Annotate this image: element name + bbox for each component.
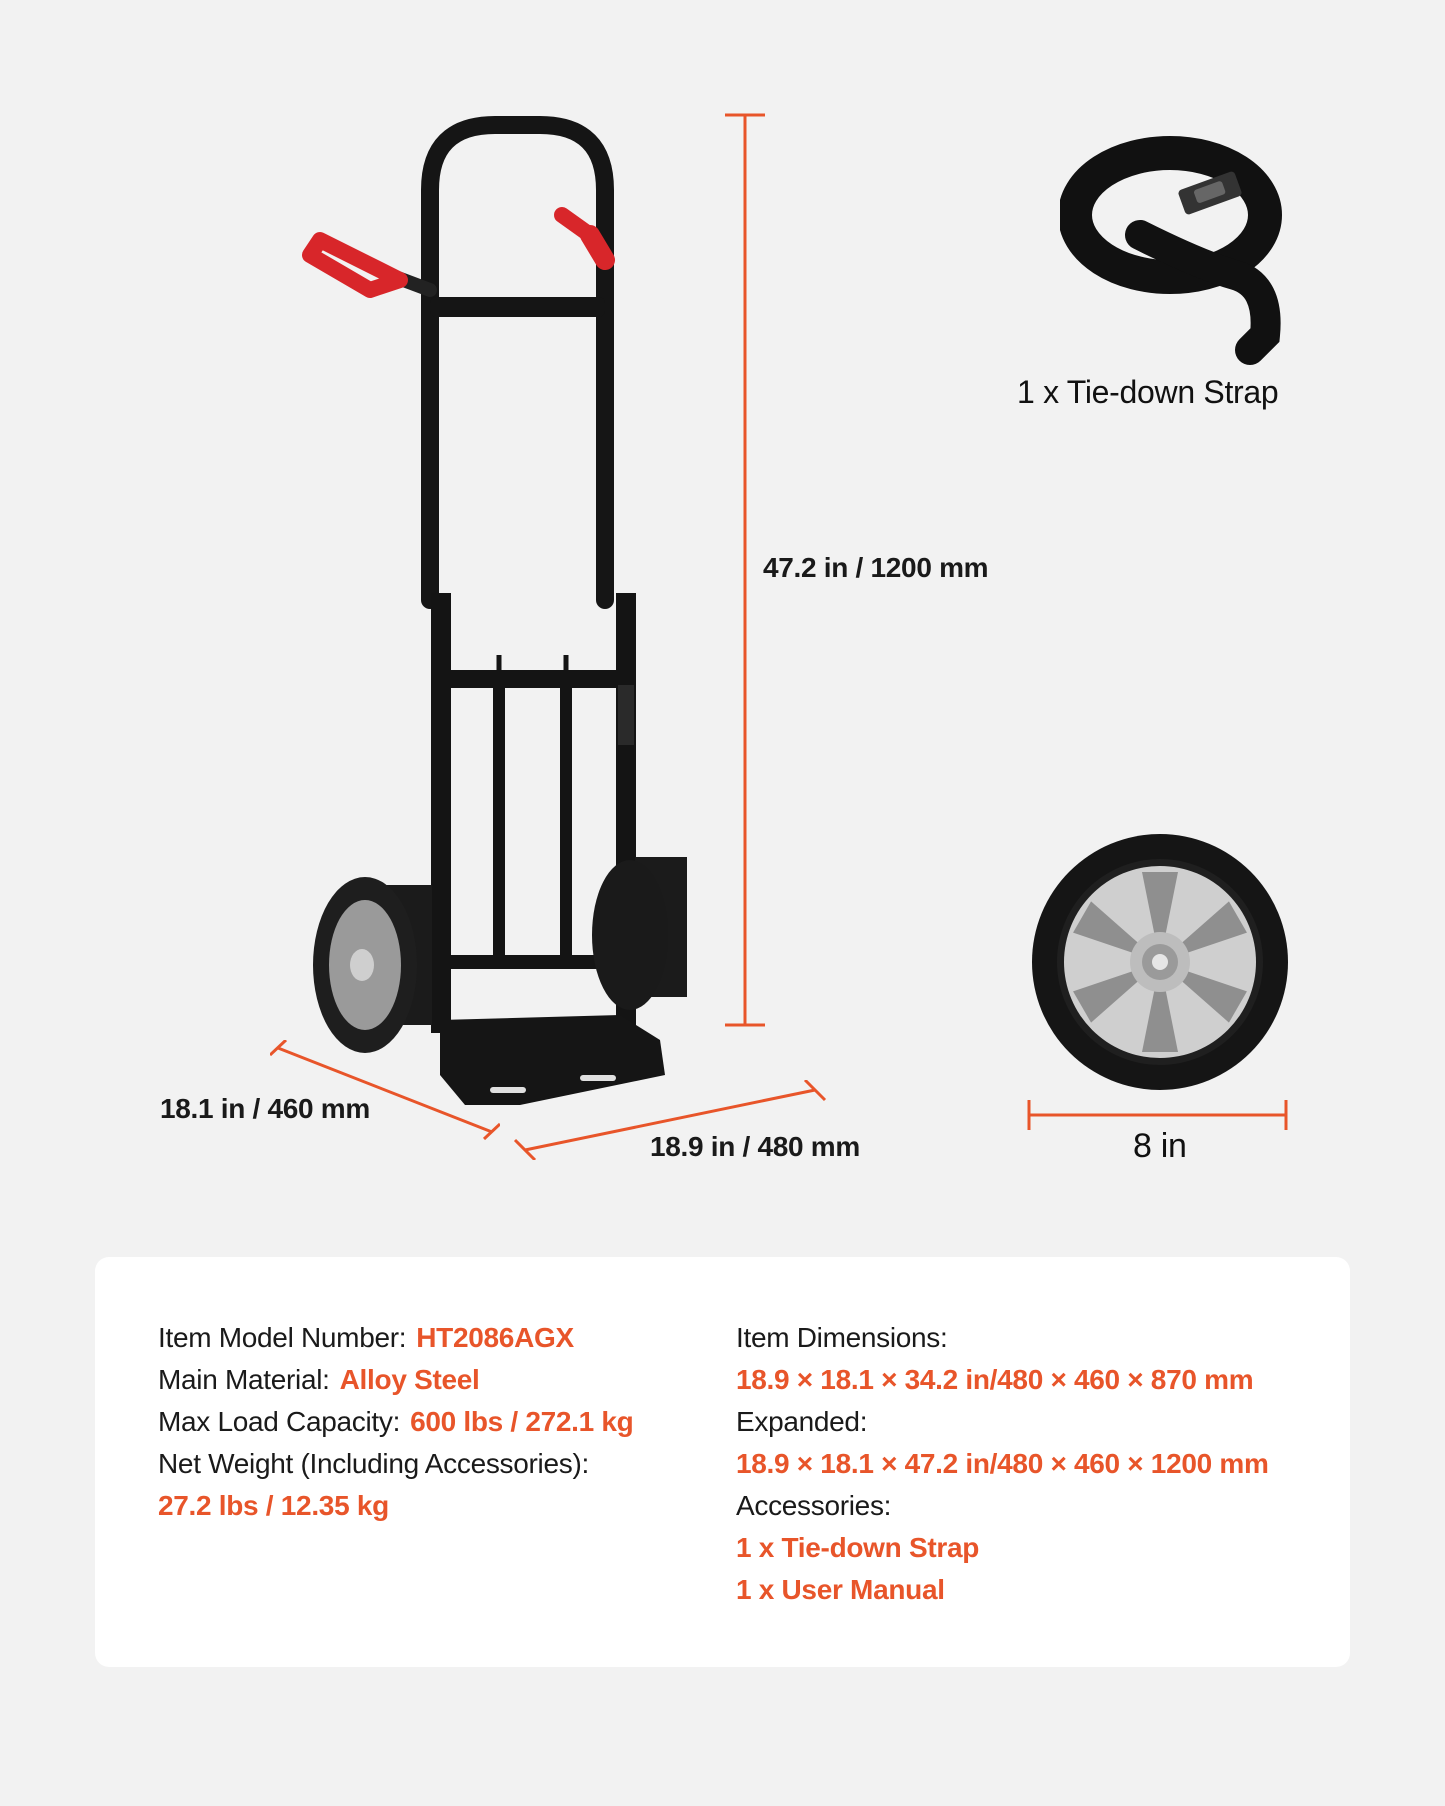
strap-caption: 1 x Tie-down Strap	[1017, 374, 1279, 410]
spec-max-load: Max Load Capacity: 600 lbs / 272.1 kg	[158, 1406, 634, 1437]
spec-card	[95, 1257, 1350, 1667]
depth-dimension-line	[270, 1040, 500, 1140]
left-wheel	[313, 877, 417, 1053]
spec-dimensions-label: Item Dimensions:	[736, 1322, 948, 1353]
wheel-image	[1030, 832, 1290, 1092]
spec-accessory-item: 1 x User Manual	[736, 1574, 945, 1605]
spec-accessory-item: 1 x Tie-down Strap	[736, 1532, 980, 1563]
spec-accessories-label: Accessories:	[736, 1490, 892, 1521]
spec-model: Item Model Number: HT2086AGX	[158, 1322, 574, 1353]
spec-left-column	[158, 1317, 633, 1527]
height-label: 47.2 in / 1200 mm	[763, 552, 989, 583]
spec-expanded-label: Expanded:	[736, 1406, 868, 1437]
spec-material: Main Material: Alloy Steel	[158, 1364, 480, 1395]
spec-right-column	[736, 1317, 1269, 1611]
wheel-caption: 8 in	[1133, 1127, 1187, 1165]
hand-truck-image	[290, 115, 760, 1115]
spec-expanded-value: 18.9 × 18.1 × 47.2 in/480 × 460 × 1200 mm	[736, 1448, 1269, 1479]
tie-down-strap-image	[1060, 135, 1320, 365]
left-grip	[310, 240, 430, 290]
depth-label: 18.1 in / 460 mm	[160, 1093, 370, 1124]
spec-dimensions-value: 18.9 × 18.1 × 34.2 in/480 × 460 × 870 mm	[736, 1364, 1254, 1395]
spec-net-weight-value: 27.2 lbs / 12.35 kg	[158, 1490, 389, 1521]
spec-net-weight-label: Net Weight (Including Accessories):	[158, 1448, 589, 1479]
width-label: 18.9 in / 480 mm	[650, 1131, 860, 1162]
